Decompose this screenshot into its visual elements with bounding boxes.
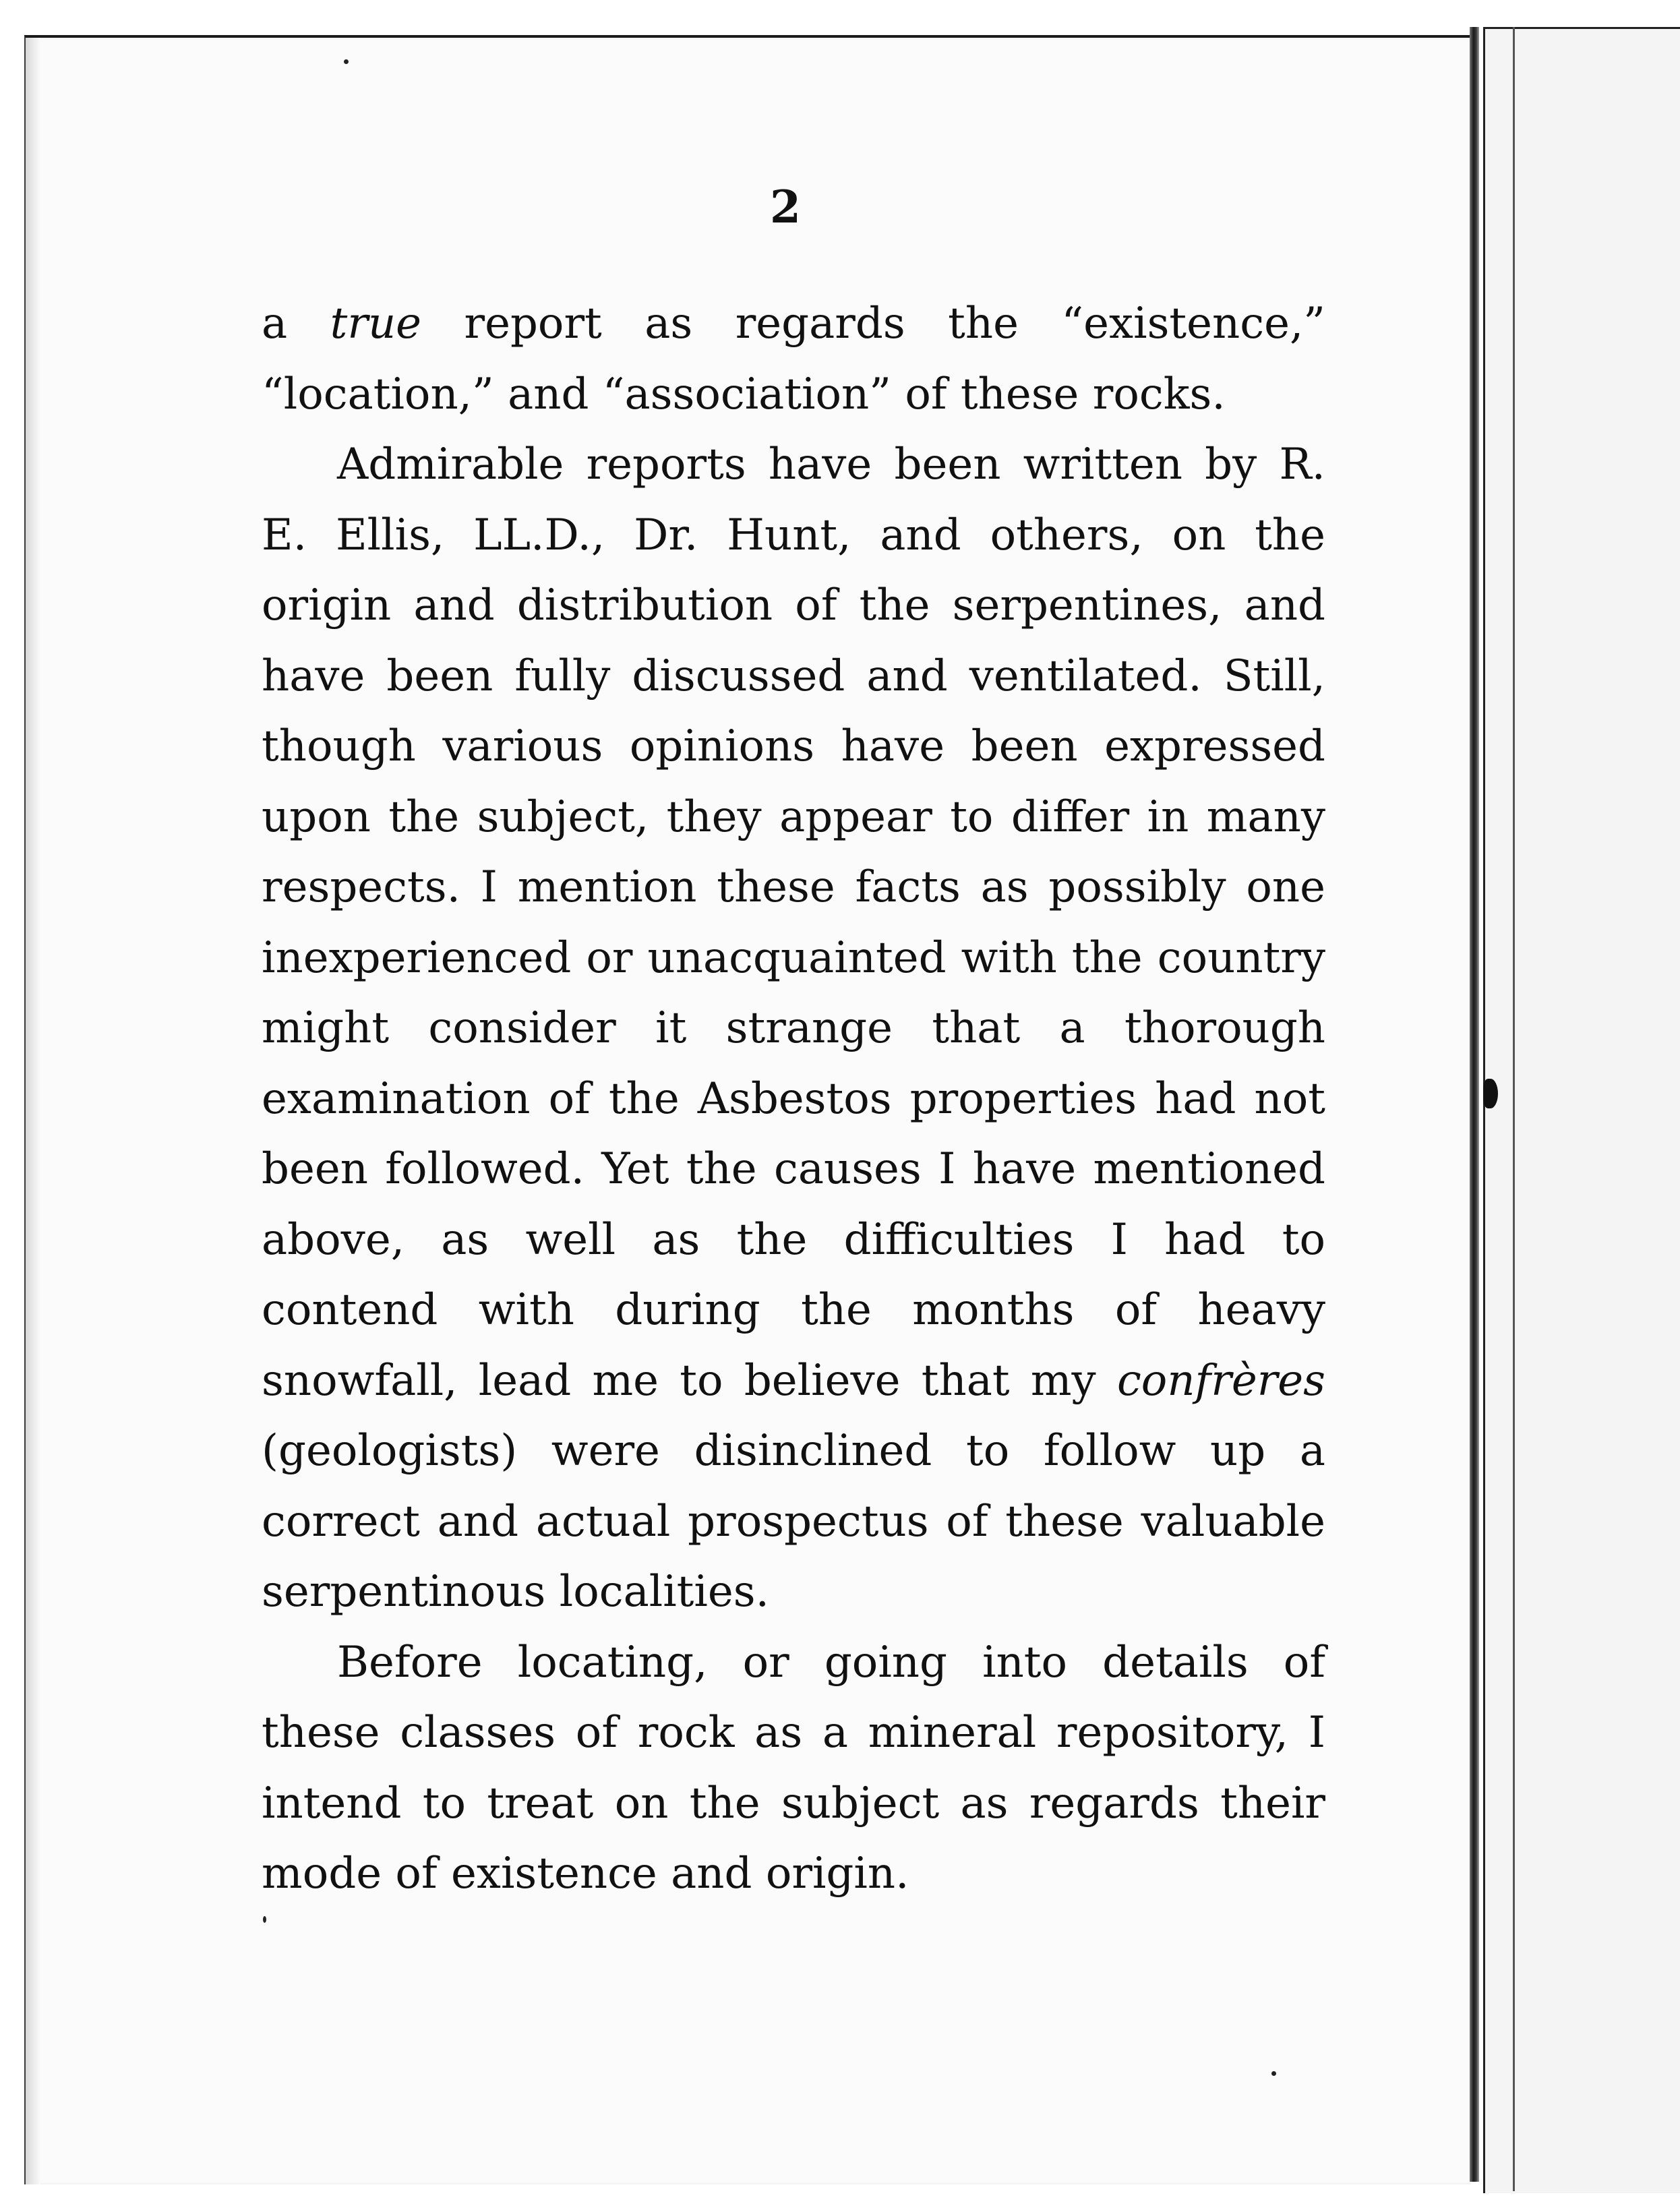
text-run: a [262, 299, 330, 349]
ink-speck [1271, 2071, 1276, 2076]
body-text [262, 289, 1325, 1909]
text-run: Admirable reports have been written by R. E. Ellis, LL.D., Dr. Hunt, and others, on the origin and distribution of the serpentines, and have been fully discussed and ventilated. Still, though various opinions have been expressed upon the subject, they appear to differ in many respects. I mention these facts as possibly one inexperienced or unacquainted with the country might consider it strange that a thorough examination of the Asbestos properties had not been followed. Yet the causes I have mentioned above, as well as the difficulties I had to contend with during the months of heavy snowfall, lead me to believe that my [262, 440, 1325, 1406]
text-run: (geologists) were disinclined to follow up a correct and actual prospectus of these valuable serpentinous localities. [262, 1426, 1325, 1617]
italic-text-run: true [330, 299, 422, 349]
italic-text-run: confrères [1116, 1355, 1325, 1406]
spine-binding-mark [1483, 1079, 1498, 1108]
page-gutter-shadow [26, 38, 40, 2184]
text-run: report as regards the “existence,” “location,” and “association” of these rocks. [262, 299, 1326, 419]
paragraph [262, 1628, 1325, 1909]
text-run: Before locating, or going into details of these classes of rock as a mineral repository, I intend to treat on the subject as regards their mode of existence and origin. [262, 1637, 1325, 1899]
book-spine [1470, 27, 1479, 2182]
paragraph [262, 289, 1325, 429]
ink-speck [263, 1916, 266, 1923]
facing-page-fold-line [1513, 27, 1515, 2191]
ink-speck [344, 59, 349, 64]
page-number: 2 [770, 181, 801, 233]
paragraph [262, 429, 1325, 1628]
